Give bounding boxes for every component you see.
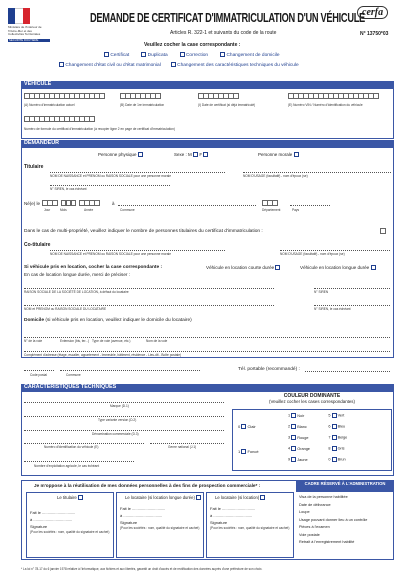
republique-flag-logo [8,8,30,24]
label-pays: Pays [292,208,300,212]
prospection-col-locataire-longue: Le locataire (si location longue durée) Fait le .............................. à ................................... Signature (Pour les sociétés : nom, qualité du signataire et cachet) [116,492,204,558]
label-immatriculation: (A) Numéro d'immatriculation actuel [24,103,75,107]
form-number: N° 13750*03 [360,31,389,37]
locataire-longue-opposition-checkbox[interactable] [196,495,201,500]
type-variante-input[interactable] [24,416,224,417]
sexe-m-checkbox[interactable] [193,152,198,157]
section-demandeur-heading: DEMANDEUR [21,140,394,147]
label-titulaire-siren: N° SIREN, le cas échéant [50,187,87,191]
vin-technique-input[interactable] [24,443,144,444]
label-cotitulaire-nom: NOM DE NAISSANCE et PRENOM ou RAISON SOCIALE pour une personne morale [50,252,171,256]
label-siren-loueur: N° SIREN [314,290,329,294]
label-complement: Complément d'adresse (étage, escalier, appartement - Immeuble, bâtiment, résidence - Lieu-dit - Boîte postale) [24,353,182,357]
admin-line: Retrait à l'enregistrement habilité [299,540,355,544]
label-nom-locataire: NOM et PRENOM ou RAISON SOCIALE DU LOCATAIRE [24,307,107,311]
adresse-voie-input[interactable] [24,337,390,338]
cerfa-logo: cerfa [357,6,388,19]
numero-formule-cells[interactable] [24,116,94,122]
couleur-row[interactable]: 9 Jaune 0 Brun [288,457,346,462]
section-vehicule-heading: VEHICULE [21,81,394,88]
label-a: à [112,201,115,206]
form-articles: Articles R. 322-1 et suivants du code de la route [170,30,277,36]
vin-cells[interactable] [288,93,378,99]
label-commune: Commune [120,208,135,212]
label-titulaire-nom: NOM DE NAISSANCE et PRENOM ou RAISON SOCIALE pour une personne morale [50,174,171,178]
option-changement-domicile[interactable]: Changement de domicile [220,52,279,58]
request-type-instruction: Veuillez cocher la case correspondante : [144,42,241,48]
label-cotitulaire-usage: NOM D'USAGE (facultatif) - nom d'époux (se) [280,252,345,256]
admin-list [299,494,393,547]
tel-portable-input[interactable] [305,371,390,372]
complement-adresse-input[interactable] [24,351,390,352]
admin-line: Voie postale [299,532,320,537]
titulaire-siren-input[interactable] [50,185,170,186]
denomination-input[interactable] [24,430,224,431]
ministry-name: Ministère de l'Intérieur de l'Outre-Mer et des Collectivités Territoriales SECURITE ROUTIERE [8,26,48,42]
cotitulaire-nom-input[interactable] [50,250,225,251]
date-1re-immat-cells[interactable] [120,93,160,99]
couleur-row[interactable]: 4 Orange 8 Gris [288,446,345,451]
couleur-row[interactable]: 2 Blanc 6 Bleu [288,424,346,429]
couleur-row[interactable]: 1 Noir 5 Vert [288,413,345,418]
couleur-list [288,413,347,468]
label-tel-portable: Tél. portable (recommandé) : [238,367,300,372]
label-raison-sociale: RAISON SOCIALE DE LA SOCIÉTÉ DE LOCATION, à défaut du locataire [24,290,129,294]
locataire-opposition-checkbox[interactable] [260,495,265,500]
label-vin-technique: Numéro d'identification du véhicule (E) [44,445,99,449]
commune-naissance-input[interactable] [118,205,256,206]
exploitation-agricole-input[interactable] [24,461,134,462]
label-titulaire: Titulaire [24,164,44,170]
admin-line: Date de délivrance [299,502,331,507]
label-genre-national: Genre national (J.1) [168,445,197,449]
couleur-fonce-option[interactable]: 1 Foncé [238,449,259,454]
option-changement-etat-civil[interactable]: Changement d'état civil ou d'état matrimonial [59,62,161,68]
couleur-dominante-heading: COULEUR DOMINANTE (Veuillez cocher les cases correspondantes) [269,393,355,404]
ministry-tag: SECURITE ROUTIERE [8,39,50,43]
request-type-row2 [59,62,299,68]
label-vin: (E) Numéro VIN / Numéro d'identification du véhicule [288,103,363,107]
label-multi-propriete: Dans le cas de multi-propriété, veuillez indiquer le nombre de personnes titulaires du certificat d'immatriculation : [24,229,263,234]
footer-note: * La loi n° 78-17 du 6 janvier 1978 relative à l'informatique, aux fichiers et aux libertés, garantit un droit d'accès et de rectification des données auprès d'une préfecture de son choix. [21,567,263,571]
label-extension: Extension (bis, ter...) [60,339,90,343]
label-annee: Année [84,208,94,212]
date-certificat-cells[interactable] [198,93,238,99]
couleur-clair-option[interactable]: 0 Clair [238,424,256,429]
sexe-field: Sexe : M F [174,152,208,157]
option-correction[interactable]: Correction [180,52,208,58]
label-type-voie: Type de voie (avenue, etc.) [92,339,131,343]
label-date-1re: (B) Date de 1re immatriculation [120,103,165,107]
label-cotitulaire: Co-titulaire [24,242,51,248]
option-certificat[interactable]: Certificat [104,52,129,58]
admin-line: Loupe [299,510,310,514]
marque-input[interactable] [24,402,224,403]
departement-cells[interactable] [262,200,277,206]
label-code-postal: Code postal [30,373,48,377]
prospection-col-locataire: Le locataire (si location) Fait le .............................. à ................................... Signature (Pour les sociétés : nom, qualité du signataire et cachet) [206,492,294,558]
admin-line: Pièces à l'examen [299,525,330,529]
sexe-f-checkbox[interactable] [203,152,208,157]
label-mois: Mois [60,208,67,212]
multi-propriete-count[interactable] [380,228,385,234]
admin-line: Usage pouvant donner lieu à un contrôle [299,517,368,522]
label-type-variante: Type variante version (D.2) [98,418,137,422]
label-ne-le: Né(e) le [24,201,41,206]
titulaire-nom-usage-input[interactable] [243,172,391,173]
form-title: DEMANDE DE CERTIFICAT D'IMMATRICULATION D'UN VÉHICULE [90,11,365,25]
label-date-certificat: (I) Date de certificat (si déjà immatriculé) [198,103,256,107]
label-departement: Département [262,208,281,212]
label-denomination: Dénomination commerciale (D.3) [92,432,139,436]
label-siren-locataire: N° SIREN, le cas échéant [314,307,351,311]
label-nom-voie: Nom de la voie [146,339,168,343]
label-numero-formule: Numéro de formule du certificat d'immatriculation (à recopier ligne 2 en page de certificat d'immatriculation) [24,127,175,131]
label-commune-domicile: Commune [66,373,81,377]
titulaire-opposition-checkbox[interactable] [78,495,83,500]
couleur-row[interactable]: 3 Rouge 7 Beige [288,435,348,440]
raison-sociale-input[interactable] [24,288,274,289]
label-exploitation-agricole: Nombre d'exploitation agricole, le cas échéant [34,464,100,468]
commune-input[interactable] [60,370,200,371]
location-courte-option[interactable]: Véhicule en location courte durée [206,265,280,270]
label-loueur-note: En cas de location longue durée, merci de préciser : [24,272,130,277]
nom-locataire-input[interactable] [24,305,274,306]
pays-input[interactable] [290,205,330,206]
domicile-heading: Domicile (si véhicule pris en location, veuillez indiquer le domicile du locataire) [24,318,192,323]
cotitulaire-usage-input[interactable] [280,250,390,251]
label-jour: Jour [44,208,51,212]
immatriculation-cells[interactable] [24,93,104,99]
prospection-title: Je m'oppose à la réutilisation de mes données personnelles à des fins de prospection commerciale* : [34,483,261,488]
label-numero-voie: N° de la voie [24,339,43,343]
date-naissance-cells[interactable] [42,200,99,206]
code-postal-input[interactable] [24,370,54,371]
titulaire-nom-input[interactable] [50,172,225,173]
label-marque: Marque (D.1) [110,404,129,408]
siren-locataire-input[interactable] [314,305,390,306]
prospection-col-titulaire: Le titulaire Fait le .............................. à ................................... Signature (Pour les sociétés : nom, qualité du signataire et cachet) [26,492,114,558]
siren-loueur-input[interactable] [314,288,390,289]
personne-morale-option[interactable]: Personne morale [258,152,299,157]
label-titulaire-nom-usage: NOM D'USAGE (facultatif) - nom d'époux (se) [243,174,308,178]
request-type-row1 [104,52,280,58]
personne-physique-option[interactable]: Personne physique [98,152,143,157]
option-changement-caracteristiques[interactable]: Changement des caractéristiques techniques du véhicule [171,62,299,68]
location-longue-option[interactable]: Véhicule en location longue durée [300,265,376,270]
genre-national-input[interactable] [150,443,224,444]
admin-heading: CADRE RÉSERVÉ À L'ADMINISTRATION [296,480,394,492]
section-caracteristiques-heading: CARACTÉRISTIQUES TECHNIQUES [21,384,394,391]
option-duplicata[interactable]: Duplicata [141,52,167,58]
admin-line: Visa de la personne habilitée [299,495,348,499]
label-location: Si véhicule pris en location, cocher la case correspondante : [24,265,163,270]
